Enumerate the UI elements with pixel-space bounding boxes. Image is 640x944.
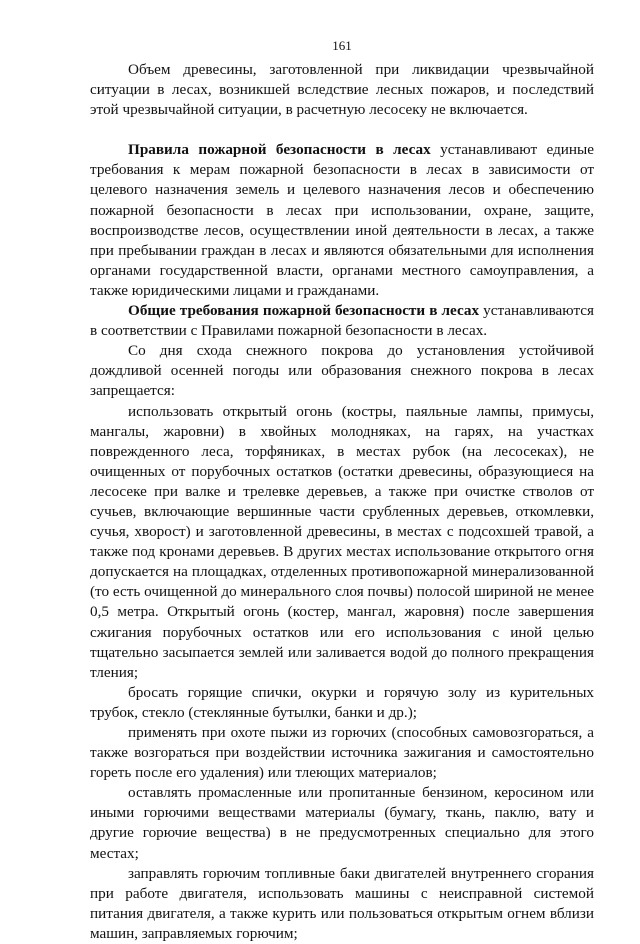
paragraph-gap [90, 120, 594, 140]
paragraph-fire-rules [90, 140, 594, 301]
list-item-wads: применять при охоте пыжи из горючих (способных самовозгораться, а также возгораться при воздействии источника зажигания и самостоятельно гореть после его удаления) или тлеющих материалов; [90, 724, 594, 782]
paragraph-timber-volume: Объем древесины, заготовленной при ликвидации чрезвычайной ситуации в лесах, возникшей вследствие лесных пожаров, и последствий этой чрезвычайной ситуации, в расчетную лесосеку не включается. [90, 61, 594, 119]
bold-term-general-requirements: Общие требования пожарной безопасности в лесах [128, 302, 480, 320]
page-number: 161 [332, 38, 352, 53]
paragraph-prohibitions-intro: Со дня схода снежного покрова до установления устойчивой дождливой осенней погоды или образования снежного покрова в лесах запрещается: [90, 342, 594, 400]
list-item-matches: бросать горящие спички, окурки и горячую золу из курительных трубок, стекло (стеклянные бутылки, банки и др.); [90, 683, 594, 721]
list-item-refueling: заправлять горючим топливные баки двигателей внутреннего сгорания при работе двигателя, использовать машины с неисправной системой питания двигателя, а также курить или пользоваться открытым огнем вблизи машин, заправляемых горючим; [90, 864, 594, 942]
paragraph-general-requirements [90, 301, 594, 341]
paragraph-fire-rules-text: устанавливают единые требования к мерам пожарной безопасности в лесах в зависимости от целевого назначения земель и целевого назначения лесов и обеспечению пожарной безопасности в лесах при использовании, охране, защите, воспроизводстве лесов, осуществлении иной деятельности в лесах, а также при пребывании граждан в лесах и являются обязательными для исполнения органами государственной власти, органами местного самоуправления, а также юридическими лицами и гражданами. [90, 141, 594, 299]
list-item-oily-materials: оставлять промасленные или пропитанные бензином, керосином или иными горючими веществами материалы (бумагу, ткань, паклю, вату и другие горючие вещества) в не предусмотренных специально для этого местах; [90, 784, 594, 862]
list-item-open-fire: использовать открытый огонь (костры, паяльные лампы, примусы, мангалы, жаровни) в хвойных молодняках, на гарях, на участках поврежденного леса, торфяниках, в местах рубок (на лесосеках), не очищенных от порубочных остатков (остатки древесины, образующиеся на лесосеке при валке и трелевке деревьев, а также при очистке стволов от сучьев, включающие вершинные части срубленных деревьев, откомлевки, сучья, хворост) и заготовленной древесины, в местах с подсохшей травой, а также под кронами деревьев. В других местах использование открытого огня допускается на площадках, отделенных противопожарной минерализованной (то есть очищенной до минерального слоя почвы) полосой шириной не менее 0,5 метра. Открытый огонь (костер, мангал, жаровня) после завершения сжигания порубочных остатков или его использования с иной целью тщательно засыпается землей или заливается водой до полного прекращения тления; [90, 402, 594, 681]
paragraph-general-requirements-text: устанавливаются в соответствии с Правилами пожарной безопасности в лесах. [90, 302, 594, 340]
bold-term-fire-rules: Правила пожарной безопасности в лесах [128, 141, 431, 159]
